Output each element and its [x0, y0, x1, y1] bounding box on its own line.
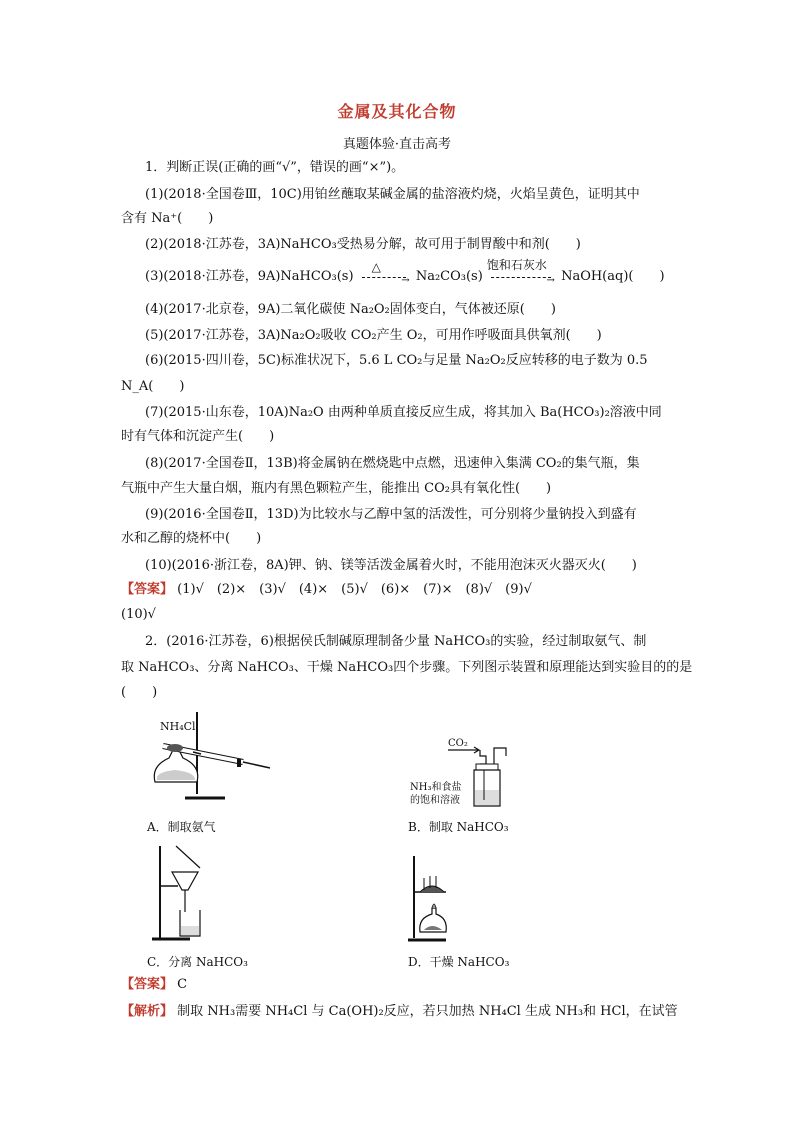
- figure-c-filtration-apparatus: [150, 842, 210, 942]
- q2-stem-3: ( ): [121, 685, 158, 700]
- q2-answer-value: C: [177, 977, 188, 992]
- caption-c: C．分离 NaHCO₃: [147, 955, 248, 969]
- q1-item-8b: 气瓶中产生大量白烟，瓶内有黑色颗粒产生，能推出 CO₂具有氧化性( ): [121, 481, 552, 496]
- figure-a-ammonia-apparatus: [145, 704, 280, 804]
- q2-stem-2: 取 NaHCO₃、分离 NaHCO₃、干燥 NaHCO₃四个步骤。下列图示装置和原理能达到实验目的的是: [121, 660, 693, 675]
- q2-explanation: [121, 1003, 677, 1021]
- q1-item-1b: 含有 Na⁺( ): [121, 211, 214, 226]
- q1-item-3-intermediate: Na₂CO₃(s): [415, 269, 483, 284]
- q1-item-3-reactant: (3)(2018·江苏卷，9A)NaHCO₃(s): [145, 269, 354, 284]
- q1-item-9a: (9)(2016·全国卷Ⅱ，13D)为比较水与乙醇中氢的活泼性，可分别将少量钠投入到盛有: [145, 507, 637, 522]
- q1-item-2: (2)(2018·江苏卷，3A)NaHCO₃受热易分解，故可用于制胃酸中和剂( ): [145, 237, 581, 252]
- q1-answer-values: (1)√ (2)× (3)√ (4)× (5)√ (6)× (7)× (8)√ (9)√: [177, 582, 532, 597]
- q1-item-9b: 水和乙醇的烧杯中( ): [121, 531, 262, 546]
- caption-d: D．干燥 NaHCO₃: [408, 955, 510, 969]
- heat-arrow: △ →: [358, 270, 412, 284]
- q1-item-4: (4)(2017·北京卷，9A)二氧化碳使 Na₂O₂固体变白，气体被还原( ): [145, 302, 556, 317]
- q1-answer-cont: (10)√: [121, 607, 156, 622]
- limewater-condition: 饱和石灰水: [486, 257, 547, 272]
- q2-explanation-text: 制取 NH₃需要 NH₄Cl 与 Ca(OH)₂反应，若只加热 NH₄Cl 生成 NH₃和 HCl，在试管: [177, 1004, 678, 1019]
- caption-a: A．制取氨气: [147, 820, 216, 834]
- figure-a-label: NH₄Cl: [160, 720, 196, 733]
- q1-answer: [121, 581, 677, 599]
- q1-item-5: (5)(2017·江苏卷，3A)Na₂O₂吸收 CO₂产生 O₂，可用作呼吸面具供氧剂( ): [145, 328, 602, 343]
- figure-b-label-1: NH₃和食盐: [410, 782, 462, 793]
- limewater-arrow: 饱和石灰水 →: [486, 257, 555, 286]
- q2-answer: [121, 976, 677, 994]
- figure-b-label-2: 的饱和溶液: [410, 795, 460, 806]
- q1-item-7a: (7)(2015·山东卷，10A)Na₂O 由两种单质直接反应生成，将其加入 Ba(HCO₃)₂溶液中同: [145, 405, 662, 420]
- figure-d-drying-apparatus: [406, 852, 456, 944]
- figure-b-co2: CO₂: [448, 738, 468, 749]
- q1-item-3: [145, 257, 677, 286]
- q1-item-6a: (6)(2015·四川卷，5C)标准状况下，5.6 L CO₂与足量 Na₂O₂反应转移的电子数为 0.5: [145, 353, 648, 368]
- q1-item-1a: (1)(2018·全国卷Ⅲ，10C)用铂丝蘸取某碱金属的盐溶液灼烧，火焰呈黄色，证明其中: [145, 187, 640, 202]
- q1-item-6b: N_A( ): [121, 379, 185, 394]
- q1-item-3-product: NaOH(aq)( ): [561, 269, 665, 284]
- q1-item-10: (10)(2016·浙江卷，8A)钾、钠、镁等活泼金属着火时，不能用泡沫灭火器灭火( ): [145, 558, 637, 573]
- answer-tag: 【答案】: [121, 977, 174, 992]
- q2-stem-1: 2．(2016·江苏卷，6)根据侯氏制碱原理制备少量 NaHCO₃的实验，经过制取氨气、制: [145, 634, 647, 649]
- page-subtitle: 真题体验·直击高考: [342, 137, 452, 152]
- q1-item-8a: (8)(2017·全国卷Ⅱ，13B)将金属钠在燃烧匙中点燃，迅速伸入集满 CO₂的集气瓶，集: [145, 456, 640, 471]
- q1-stem: 1．判断正误(正确的画“√”，错误的画“×”)。: [145, 160, 405, 175]
- explanation-tag: 【解析】: [121, 1004, 174, 1019]
- answer-tag: 【答案】: [121, 582, 174, 597]
- q1-item-7b: 时有气体和沉淀产生( ): [121, 429, 275, 444]
- caption-b: B．制取 NaHCO₃: [408, 820, 509, 834]
- page-title: 金属及其化合物: [337, 102, 457, 121]
- heat-condition: △: [371, 259, 381, 274]
